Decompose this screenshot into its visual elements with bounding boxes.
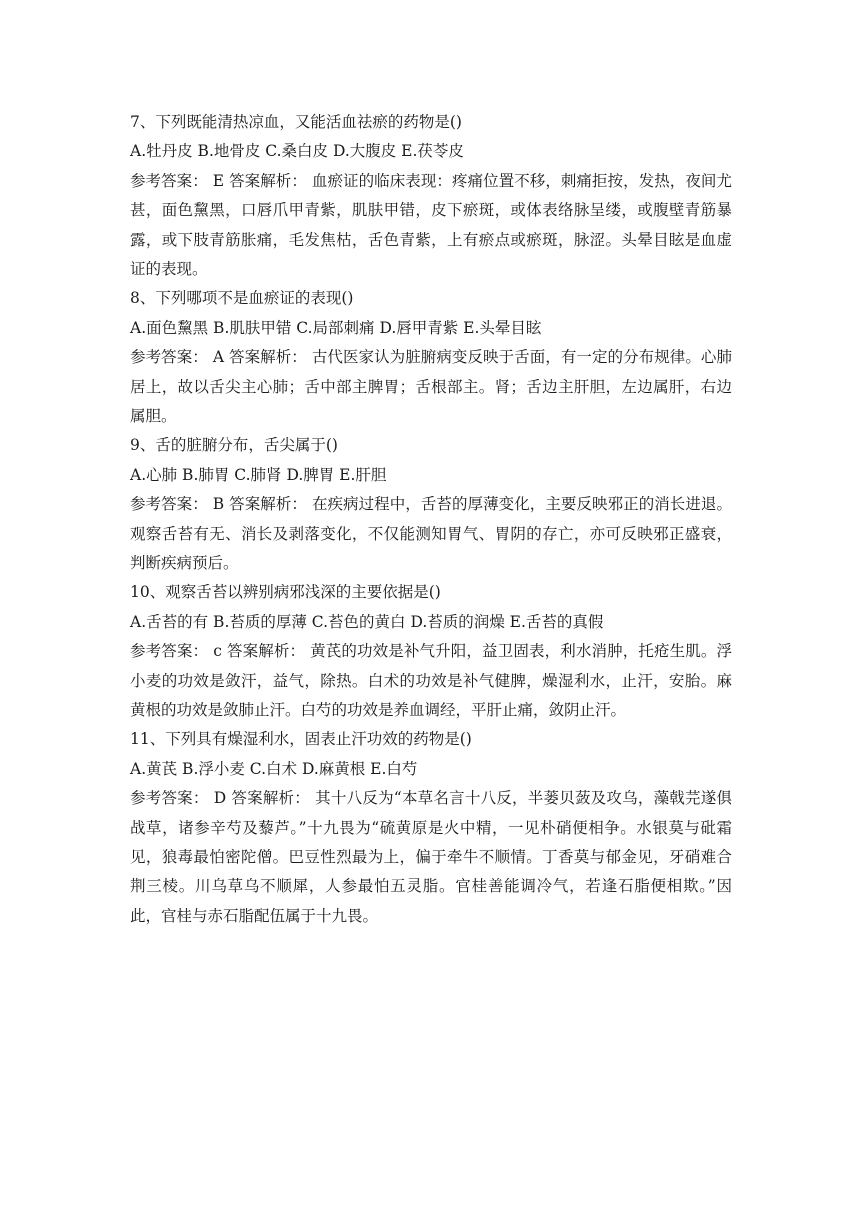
question-text: 7、下列既能清热凉血，又能活血祛瘀的药物是() [130, 113, 462, 131]
answer-explanation: 参考答案： B 答案解析： 在疾病过程中，舌苔的厚薄变化，主要反映邪正的消长进退。观察舌苔有无、消长及剥落变化，不仅能测知胃气、胃阴的存亡，亦可反映邪正盛衰，判断疾病预后。 [130, 495, 732, 572]
answer-options: A.牡丹皮 B.地骨皮 C.桑白皮 D.大腹皮 E.茯苓皮 [130, 142, 464, 161]
question-text: 9、舌的脏腑分布，舌尖属于() [130, 436, 338, 455]
answer-options: A.心肺 B.肺胃 C.肺肾 D.脾胃 E.肝胆 [130, 465, 387, 484]
document-page [130, 108, 732, 931]
question-block [130, 578, 732, 725]
question-block [130, 431, 732, 578]
question-block [130, 725, 732, 931]
question-block [130, 284, 732, 431]
answer-options: A.舌苔的有 B.苔质的厚薄 C.苔色的黄白 D.苔质的润燥 E.舌苔的真假 [130, 612, 604, 631]
answer-explanation: 参考答案： E 答案解析： 血瘀证的临床表现：疼痛位置不移，刺痛拒按，发热，夜间尤甚，面色黧黑，口唇爪甲青紫，肌肤甲错，皮下瘀斑，或体表络脉呈缕，或腹壁青筋暴露，或下肢青筋胀痛，毛发焦枯，舌色青紫，上有瘀点或瘀斑，脉涩。头晕目眩是血虚证的表现。 [130, 171, 732, 278]
answer-options: A.面色黧黑 B.肌肤甲错 C.局部刺痛 D.唇甲青紫 E.头晕目眩 [130, 318, 542, 337]
answer-options: A.黄芪 B.浮小麦 C.白术 D.麻黄根 E.白芍 [130, 759, 418, 778]
answer-explanation: 参考答案： D 答案解析： 其十八反为“本草名言十八反，半蒌贝蔹及攻乌，藻戟芫遂俱战草，诸参辛芍及藜芦。”十九畏为“硫黄原是火中精，一见朴硝便相争。水银莫与砒霜见，狼毒最怕密陀僧。巴豆性烈最为上，偏于牵牛不顺情。丁香莫与郁金见，牙硝难合荆三棱。川乌草乌不顺犀，人参最怕五灵脂。官桂善能调冷气，若逢石脂便相欺。”因此，官桂与赤石脂配伍属于十九畏。 [130, 789, 732, 925]
question-text: 8、下列哪项不是血瘀证的表现() [130, 289, 354, 308]
question-text: 10、观察舌苔以辨别病邪浅深的主要依据是() [130, 583, 441, 602]
answer-explanation: 参考答案： A 答案解析： 古代医家认为脏腑病变反映于舌面，有一定的分布规律。心肺居上，故以舌尖主心肺；舌中部主脾胃；舌根部主。肾；舌边主肝胆，左边属肝，右边属胆。 [130, 348, 732, 425]
question-block [130, 108, 732, 284]
answer-explanation: 参考答案： c 答案解析： 黄芪的功效是补气升阳，益卫固表，利水消肿，托疮生肌。浮小麦的功效是敛汗，益气，除热。白术的功效是补气健脾，燥湿利水，止汗，安胎。麻黄根的功效是敛肺止汗。白芍的功效是养血调经，平肝止痛，敛阴止汗。 [130, 642, 732, 719]
question-text: 11、下列具有燥湿利水，固表止汗功效的药物是() [130, 730, 472, 749]
